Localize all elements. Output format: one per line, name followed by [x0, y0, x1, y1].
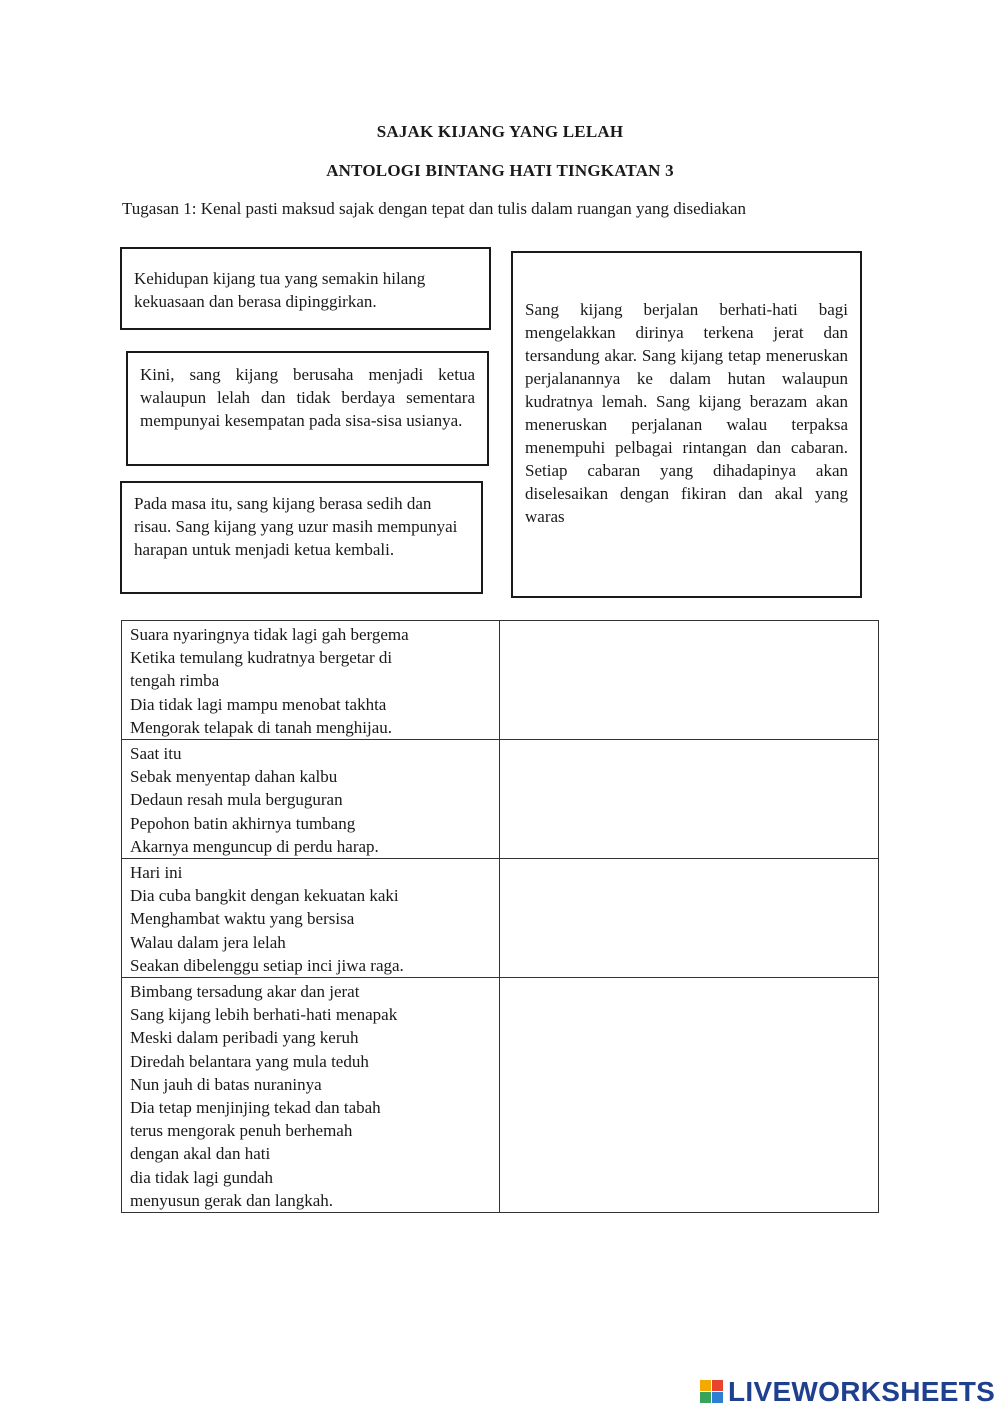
liveworksheets-logo-icon [700, 1380, 724, 1404]
stanza-line: Suara nyaringnya tidak lagi gah bergema [130, 625, 409, 644]
answer-drop-zone[interactable] [500, 859, 879, 978]
answer-option-card[interactable] [120, 481, 483, 594]
logo-text: LIVEWORKSHEETS [728, 1376, 996, 1407]
stanza-line: Menghambat waktu yang bersisa [130, 909, 355, 929]
logo-square [700, 1380, 711, 1391]
stanza-line: Ketika temulang kudratnya bergetar di [130, 648, 393, 668]
stanza-line: tengah rimba [130, 671, 220, 691]
stanza-line: Seakan dibelenggu setiap inci jiwa raga. [130, 955, 404, 975]
poem-table [121, 620, 879, 1213]
stanza-line: Sebak menyentap dahan kalbu [130, 767, 338, 787]
answer-option-text: Pada masa itu, sang kijang berasa sedih dan risau. Sang kijang yang uzur masih mempunyai harapan untuk menjadi ketua kembali. [134, 494, 458, 559]
stanza-line: Nun jauh di batas nuraninya [130, 1074, 322, 1094]
stanza-line: Walau dalam jera lelah [130, 932, 286, 952]
stanza-cell [122, 621, 500, 740]
stanza-line: dia tidak lagi gundah [130, 1167, 274, 1187]
answer-option-card[interactable] [511, 251, 862, 598]
answer-option-text: Sang kijang berjalan berhati-hati bagi mengelakkan dirinya terkena jerat dan tersandung akar. Sang kijang tetap meneruskan perjalanannya ke dalam hutan walaupun kudratnya lemah. Sang kijang berazam akan meneruskan perjalanan walau terpaksa menempuhi pelbagai rintangan dan cabaran. Setiap cabaran yang dihadapinya akan diselesaikan dengan fikiran dan akal yang waras [525, 300, 848, 526]
stanza-line: Saat itu [130, 744, 182, 764]
stanza-line: Akarnya menguncup di perdu harap. [130, 836, 379, 856]
table-row [122, 740, 879, 859]
stanza-line: Dia tetap menjinjing tekad dan tabah [130, 1098, 381, 1118]
stanza-line: Dia cuba bangkit dengan kekuatan kaki [130, 886, 399, 906]
answer-option-card[interactable] [126, 351, 489, 466]
stanza-line: Mengorak telapak di tanah menghijau. [130, 717, 392, 737]
page-subtitle: ANTOLOGI BINTANG HATI TINGKATAN 3 [326, 161, 674, 180]
stanza-line: Dedaun resah mula berguguran [130, 790, 343, 810]
logo-square [700, 1392, 711, 1403]
answer-drop-zone[interactable] [500, 621, 879, 740]
liveworksheets-logo [700, 1377, 995, 1407]
answer-option-text: Kini, sang kijang berusaha menjadi ketua walaupun lelah dan tidak berdaya sementara mempunyai kesempatan pada sisa-sisa usianya. [140, 365, 475, 430]
answer-drop-zone[interactable] [500, 978, 879, 1213]
stanza-line: Meski dalam peribadi yang keruh [130, 1028, 359, 1048]
answer-option-card[interactable] [120, 247, 491, 330]
page-title: SAJAK KIJANG YANG LELAH [376, 122, 624, 141]
answer-drop-zone[interactable] [500, 740, 879, 859]
table-row [122, 978, 879, 1213]
stanza-cell [122, 740, 500, 859]
stanza-line: Dia tidak lagi mampu menobat takhta [130, 694, 387, 714]
stanza-line: Diredah belantara yang mula teduh [130, 1051, 369, 1071]
stanza-cell [122, 859, 500, 978]
stanza-line: Pepohon batin akhirnya tumbang [130, 813, 356, 833]
stanza-cell [122, 978, 500, 1213]
table-row [122, 859, 879, 978]
stanza-line: Hari ini [130, 863, 183, 883]
stanza-line: Bimbang tersadung akar dan jerat [130, 982, 360, 1002]
stanza-line: terus mengorak penuh berhemah [130, 1121, 353, 1141]
stanza-line: dengan akal dan hati [130, 1144, 271, 1164]
answer-option-text: Kehidupan kijang tua yang semakin hilang kekuasaan dan berasa dipinggirkan. [134, 269, 426, 311]
task-instruction: Tugasan 1: Kenal pasti maksud sajak dengan tepat dan tulis dalam ruangan yang disediakan [122, 199, 746, 218]
table-row [122, 621, 879, 740]
logo-square [712, 1380, 723, 1391]
stanza-line: menyusun gerak dan langkah. [130, 1190, 333, 1210]
logo-square [712, 1392, 723, 1403]
stanza-line: Sang kijang lebih berhati-hati menapak [130, 1005, 398, 1025]
